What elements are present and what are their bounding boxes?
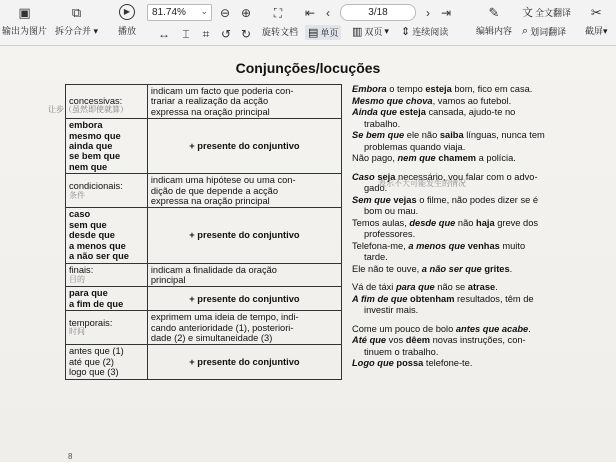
- table-row: [66, 287, 342, 311]
- table-cell-right: [147, 287, 341, 311]
- category-gloss: 目的: [69, 274, 85, 284]
- table-row: [66, 85, 342, 119]
- table-cell-left: [66, 345, 148, 379]
- conjunction-item: caso: [69, 209, 91, 220]
- conjunction-item: até que (2): [69, 356, 114, 367]
- category-label: temporais:: [69, 318, 113, 329]
- example-line: Ele não te ouve, a não ser que grites.: [352, 263, 513, 274]
- first-page-icon[interactable]: ⇤: [304, 6, 316, 20]
- handwritten-gloss: 表示不大可能发生的情况: [378, 179, 466, 188]
- document-page: [0, 46, 616, 462]
- split-merge-icon: ⧉: [71, 4, 82, 20]
- table-cell-left: [66, 208, 148, 263]
- crop-icon[interactable]: ⌗: [202, 26, 210, 41]
- scissors-icon: ✂: [590, 4, 602, 20]
- category-gloss: 条件: [69, 190, 85, 200]
- zoom-out-icon[interactable]: ⊖: [219, 6, 231, 20]
- example-line: Não pago, nem que chamem a polícia.: [352, 153, 516, 164]
- rotate-right-icon[interactable]: ↻: [240, 27, 252, 41]
- continuous-icon: ⇕: [401, 26, 411, 38]
- table-row: [66, 345, 342, 379]
- conjunction-item: antes que (1): [69, 346, 124, 357]
- definition-line: indicam a finalidade da oração: [150, 264, 277, 275]
- table-cell-right: [147, 263, 341, 287]
- definition-line: principal: [150, 274, 186, 285]
- definition-line: expressa na oração principal: [150, 196, 270, 207]
- conjunction-item: se bem que: [69, 151, 121, 162]
- conjunction-item: a fim de que: [69, 298, 124, 309]
- example-line: Sem que vejas o filme, não podes dizer se é bom ou mau.: [352, 194, 539, 217]
- page-fragment: 8: [68, 452, 73, 461]
- example-line: Vá de táxi para que não se atrase.: [352, 282, 498, 293]
- table-cell-left: [66, 287, 148, 311]
- category-label: condicionais:: [69, 181, 123, 192]
- word-translate-icon: ⌕: [522, 25, 529, 37]
- example-line: Até que vos dêem novas instruções, con- tinuem o trabalho.: [352, 335, 526, 357]
- table-cell-left: [66, 119, 148, 174]
- full-translate-button[interactable]: 文 全文翻译: [522, 4, 571, 20]
- mood-rule: + presente do conjuntivo: [189, 356, 300, 367]
- example-line: A fim de que obtenham resultados, têm de investir mais.: [352, 293, 534, 316]
- definition-line: expressa na oração principal: [150, 106, 270, 117]
- definition-line: cando anterioridade (1), posteriori-: [150, 322, 294, 333]
- conjunction-item: nem que: [69, 161, 108, 172]
- definition-line: trariar a realização da acção: [150, 96, 269, 107]
- conjunction-item: a menos que: [69, 240, 126, 251]
- zoom-select[interactable]: 81.74% ⌄: [147, 4, 212, 21]
- category-label: concessivas:: [69, 96, 123, 107]
- last-page-icon[interactable]: ⇥: [440, 6, 452, 20]
- prev-page-icon[interactable]: ‹: [326, 6, 330, 20]
- category-label: finais:: [69, 265, 94, 276]
- zoom-in-icon[interactable]: ⊕: [240, 6, 252, 20]
- next-page-icon[interactable]: ›: [426, 6, 430, 20]
- example-line: Ainda que esteja cansada, ajudo-te no trabalho.: [352, 107, 516, 129]
- page-number-input[interactable]: 3/18: [340, 4, 416, 21]
- table-row: [66, 208, 342, 263]
- table-cell-right: [147, 311, 341, 345]
- conjunction-item: embora: [69, 120, 103, 131]
- definition-line: dade (2) e simultaneidade (3): [150, 332, 273, 343]
- double-page-icon: ▥: [352, 26, 363, 38]
- continuous-reading-button[interactable]: ⇕ 连续阅读: [401, 26, 449, 38]
- actual-size-icon[interactable]: ⌶: [182, 26, 190, 41]
- table-cell-right: [147, 119, 341, 174]
- table-row: [66, 119, 342, 174]
- definition-line: indicam um facto que poderia con-: [150, 86, 294, 96]
- conjunction-item: para que: [69, 288, 108, 299]
- word-translate-button[interactable]: ⌕ 划词翻译: [522, 25, 567, 37]
- conjunction-item: mesmo que: [69, 130, 121, 141]
- translate-icon: 文: [522, 7, 533, 19]
- category-gloss: 时间: [69, 327, 85, 337]
- table-cell-left: [66, 311, 148, 345]
- split-merge-button[interactable]: ⧉ 拆分合并 ▾: [55, 4, 99, 36]
- table-row: [66, 311, 342, 345]
- table-cell-left: [66, 85, 148, 119]
- mood-rule: + presente do conjuntivo: [189, 293, 300, 304]
- example-line: Logo que possa telefone-te.: [352, 358, 473, 369]
- conjunction-item: logo que (3): [69, 367, 119, 378]
- definition-line: dição de que depende a acção: [150, 185, 279, 196]
- play-button[interactable]: ▶ 播放: [118, 4, 136, 37]
- table-cell-right: [147, 174, 341, 208]
- mood-rule: + presente do conjuntivo: [189, 141, 300, 152]
- example-line: Mesmo que chova, vamos ao futebol.: [352, 95, 512, 106]
- single-page-icon: ▤: [308, 27, 319, 39]
- conjunction-item: desde que: [69, 230, 115, 241]
- play-icon: ▶: [119, 4, 135, 20]
- table-row: [66, 263, 342, 287]
- examples-column: [352, 84, 602, 370]
- definition-line: indicam uma hipótese ou uma con-: [150, 175, 296, 186]
- example-line: Come um pouco de bolo antes que acabe.: [352, 323, 531, 334]
- screenshot-button[interactable]: ✂ 截屏▾: [585, 4, 608, 36]
- toolbar: [0, 0, 616, 46]
- double-page-button[interactable]: ▥ 双页 ▾: [352, 26, 389, 38]
- example-line: Telefona-me, a menos que venhas muito tarde.: [352, 240, 526, 263]
- table-cell-left: [66, 174, 148, 208]
- chevron-down-icon: ▾: [384, 26, 389, 36]
- export-image-button[interactable]: ▣ 输出为图片: [2, 4, 48, 36]
- example-line: Caso seja necessário, vou falar com o advo- gado.: [352, 171, 538, 194]
- fit-page-icon[interactable]: ⛶: [273, 5, 283, 20]
- rotate-document-button[interactable]: 旋转文档: [262, 27, 299, 37]
- mood-rule: + presente do conjuntivo: [189, 230, 300, 241]
- table-row: [66, 174, 342, 208]
- table-cell-right: [147, 345, 341, 379]
- edit-icon: ✎: [488, 4, 500, 20]
- image-export-icon: ▣: [18, 4, 31, 20]
- table-cell-left: [66, 263, 148, 287]
- margin-gloss: 让步（虽然即使就算）: [48, 105, 128, 114]
- single-page-button[interactable]: ▤ 单页: [305, 25, 341, 40]
- definition-line: exprimem uma ideia de tempo, indi-: [150, 312, 299, 323]
- table-cell-right: [147, 208, 341, 263]
- conjunction-item: ainda que: [69, 141, 113, 152]
- conjunction-item: a não ser que: [69, 251, 129, 262]
- example-line: Temos aulas, desde que não haja greve dos professores.: [352, 217, 539, 240]
- chevron-down-icon: ⌄: [200, 6, 208, 16]
- page-title: Conjunções/locuções: [235, 60, 381, 76]
- fit-width-icon[interactable]: ↔: [158, 27, 170, 41]
- example-line: Se bem que ele não saiba línguas, nunca tem problemas quando viaja.: [352, 130, 545, 152]
- conjunction-item: sem que: [69, 219, 107, 230]
- edit-content-button[interactable]: ✎ 编辑内容: [476, 4, 513, 36]
- example-line: Embora o tempo esteja bom, fico em casa.: [352, 84, 533, 94]
- rotate-left-icon[interactable]: ↺: [220, 27, 232, 41]
- table-cell-right: [147, 85, 341, 119]
- conjunctions-table: [65, 84, 342, 380]
